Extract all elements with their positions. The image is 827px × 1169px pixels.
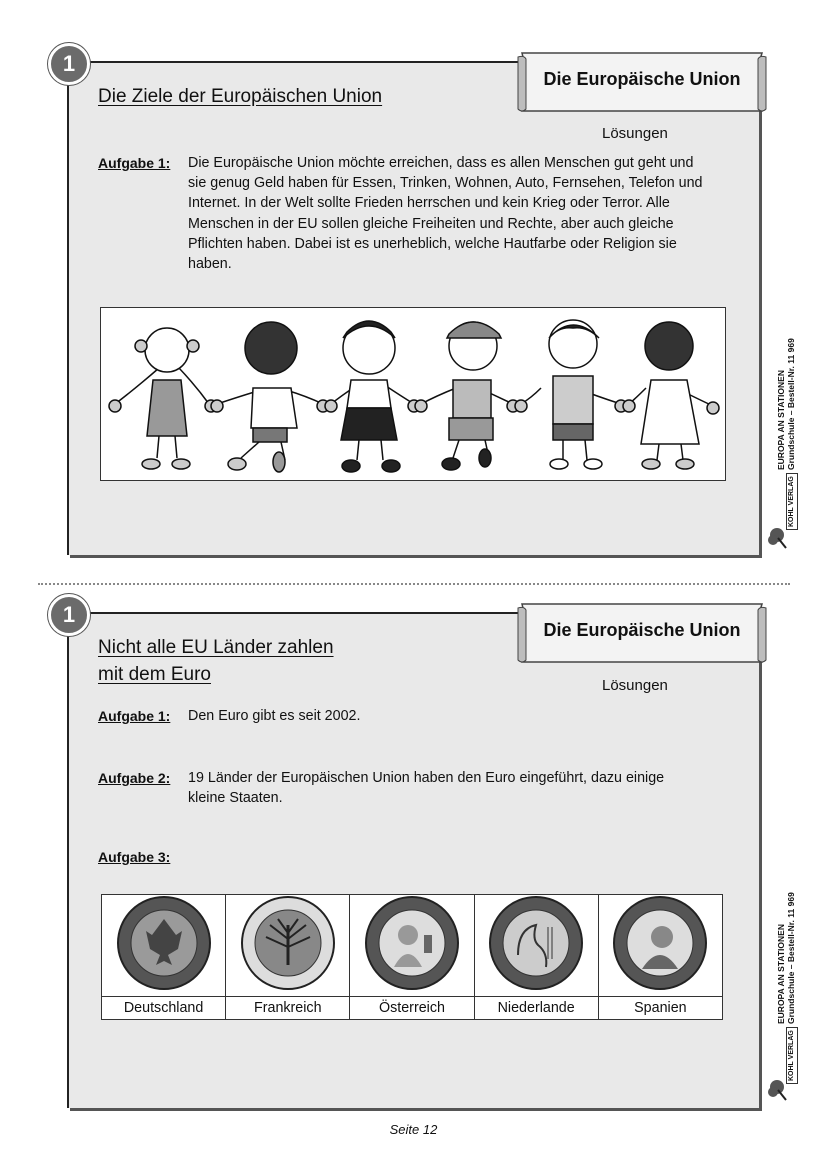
section-title: Die Ziele der Europäischen Union	[98, 86, 383, 107]
task-label: Aufgabe 3:	[98, 849, 171, 865]
text-line: 19 Länder der Europäischen Union haben den Euro eingeführt, dazu einige	[188, 770, 665, 786]
coin-cell	[350, 895, 474, 997]
task-label: Aufgabe 1:	[98, 155, 171, 171]
dutch-euro-coin-icon	[488, 895, 584, 991]
text-line: Pflichten haben. Dabei ist es unerheblich, welche Hautfarbe oder Religion sie	[188, 235, 677, 252]
station-number-badge: 1	[48, 594, 90, 636]
text-line: Die Europäische Union möchte erreichen, dass es allen Menschen gut geht und	[188, 155, 694, 171]
sidebar-line-2: Grundschule – Bestell-Nr. 11 969	[786, 338, 796, 470]
cut-line-divider	[38, 583, 790, 585]
german-euro-coin-icon	[116, 895, 212, 991]
austrian-euro-coin-icon	[364, 895, 460, 991]
solutions-label: Lösungen	[602, 125, 668, 142]
text-line: haben.	[188, 256, 232, 273]
task-label: Aufgabe 2:	[98, 770, 171, 786]
country-name: Spanien	[598, 997, 722, 1020]
country-name: Frankreich	[226, 997, 350, 1020]
coin-cell	[102, 895, 226, 997]
coin-image-row	[102, 895, 723, 997]
title-line-1: Nicht alle EU Länder zahlen	[98, 637, 334, 658]
publisher-name: KOHL VERLAG	[786, 1027, 798, 1084]
coin-cell	[598, 895, 722, 997]
text-line: Menschen in der EU sollen gleiche Freiheiten und Rechte, aber auch gleiche	[188, 215, 674, 232]
sidebar-line-1: EUROPA AN STATIONEN	[776, 370, 786, 470]
title-line-2: mit dem Euro	[98, 664, 211, 685]
children-illustration	[100, 307, 726, 481]
publisher-name: KOHL VERLAG	[786, 473, 798, 530]
text-line: kleine Staaten.	[188, 790, 283, 807]
title-banner	[516, 49, 768, 115]
country-name-row	[102, 997, 723, 1020]
spanish-euro-coin-icon	[612, 895, 708, 991]
page-number: Seite 12	[389, 1122, 438, 1137]
euro-coins-table	[101, 894, 723, 1020]
task-label: Aufgabe 1:	[98, 708, 171, 724]
text-line: Internet. In der Welt sollte Frieden herrschen und kein Krieg oder Terror. Alle	[188, 195, 670, 212]
french-euro-coin-icon	[240, 895, 336, 991]
sidebar-text	[776, 338, 796, 470]
country-name: Deutschland	[102, 997, 226, 1020]
banner-title: Die Europäische Union	[543, 620, 741, 640]
sidebar-line-1: EUROPA AN STATIONEN	[776, 924, 786, 1024]
task-answer-text	[188, 153, 748, 274]
country-name: Österreich	[350, 997, 474, 1020]
station-number-badge: 1	[48, 43, 90, 85]
tree-logo-icon	[768, 526, 790, 550]
banner-title: Die Europäische Union	[543, 69, 741, 89]
country-name: Niederlande	[474, 997, 598, 1020]
section-title	[98, 634, 334, 688]
title-banner	[516, 600, 768, 666]
children-holding-hands-icon	[101, 308, 725, 480]
text-line: Den Euro gibt es seit 2002.	[188, 708, 361, 724]
sidebar-line-2: Grundschule – Bestell-Nr. 11 969	[786, 892, 796, 1024]
coin-cell	[474, 895, 598, 997]
solutions-label: Lösungen	[602, 677, 668, 694]
sidebar-text	[776, 892, 796, 1024]
tree-logo-icon	[768, 1078, 790, 1102]
text-line: sie genug Geld haben für Essen, Trinken, Wohnen, Auto, Fernsehen, Telefon und	[188, 175, 703, 192]
coin-cell	[226, 895, 350, 997]
task-answer-text	[188, 706, 748, 726]
task-answer-text	[188, 768, 748, 808]
